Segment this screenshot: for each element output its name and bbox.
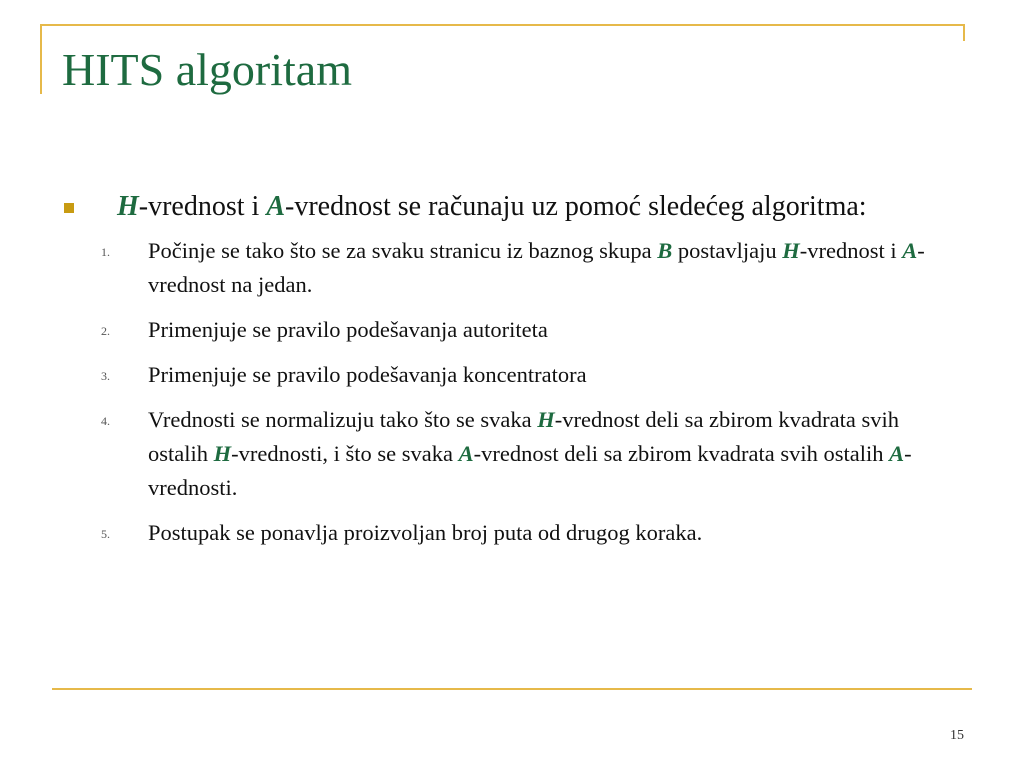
a-symbol: A bbox=[889, 441, 905, 466]
step-text: Postupak se ponavlja proizvoljan broj puta od drugog koraka. bbox=[148, 520, 703, 545]
step-number: 2. bbox=[101, 324, 110, 338]
step-text-part: -vrednosti. bbox=[148, 441, 912, 500]
main-bullet-part1: -vrednost i bbox=[138, 191, 267, 222]
step-number: 3. bbox=[101, 369, 110, 383]
b-symbol: B bbox=[657, 238, 673, 263]
a-symbol: A bbox=[266, 191, 285, 222]
frame-left-line bbox=[40, 24, 42, 94]
step-text-part: postavljaju bbox=[672, 238, 783, 263]
step-text-part: Počinje se tako što se za svaku stranicu iz baznog skupa bbox=[148, 238, 658, 263]
step-text bbox=[148, 407, 912, 500]
step-item-5 bbox=[60, 516, 940, 550]
step-item-4 bbox=[60, 403, 940, 505]
slide-content bbox=[60, 188, 940, 561]
step-text-part: Vrednosti se normalizuju tako što se svaka bbox=[148, 407, 538, 432]
main-bullet-item bbox=[60, 188, 940, 226]
step-text-part: -vrednost deli sa zbirom kvadrata svih ostalih bbox=[473, 441, 890, 466]
step-number: 1. bbox=[101, 245, 110, 259]
step-item-1 bbox=[60, 234, 940, 302]
h-symbol: H bbox=[782, 238, 800, 263]
page-number: 15 bbox=[950, 728, 964, 743]
a-symbol: A bbox=[902, 238, 918, 263]
square-bullet-icon bbox=[64, 203, 74, 213]
step-text-part: -vrednost deli sa zbirom kvadrata svih ostalih bbox=[148, 407, 899, 466]
frame-bottom-line bbox=[52, 688, 972, 690]
a-symbol: A bbox=[458, 441, 474, 466]
h-symbol: H bbox=[537, 407, 555, 432]
step-text: Primenjuje se pravilo podešavanja koncentratora bbox=[148, 362, 587, 387]
step-text bbox=[148, 238, 925, 297]
step-item-3 bbox=[60, 358, 940, 392]
step-text-part: -vrednost i bbox=[799, 238, 903, 263]
h-symbol: H bbox=[117, 191, 139, 222]
main-bullet-text bbox=[117, 191, 867, 222]
step-number: 4. bbox=[101, 414, 110, 428]
step-text: Primenjuje se pravilo podešavanja autoriteta bbox=[148, 317, 548, 342]
step-number: 5. bbox=[101, 527, 110, 541]
slide-title: HITS algoritam bbox=[62, 44, 352, 95]
step-text-part: -vrednosti, i što se svaka bbox=[231, 441, 459, 466]
frame-top-line bbox=[40, 24, 965, 26]
step-item-2 bbox=[60, 313, 940, 347]
main-bullet-part2: -vrednost se računaju uz pomoć sledećeg algoritma: bbox=[285, 191, 867, 222]
h-symbol: H bbox=[213, 441, 232, 466]
step-text-part: -vrednost na jedan. bbox=[148, 238, 925, 297]
steps-list bbox=[60, 234, 940, 550]
frame-right-tick bbox=[963, 24, 965, 41]
